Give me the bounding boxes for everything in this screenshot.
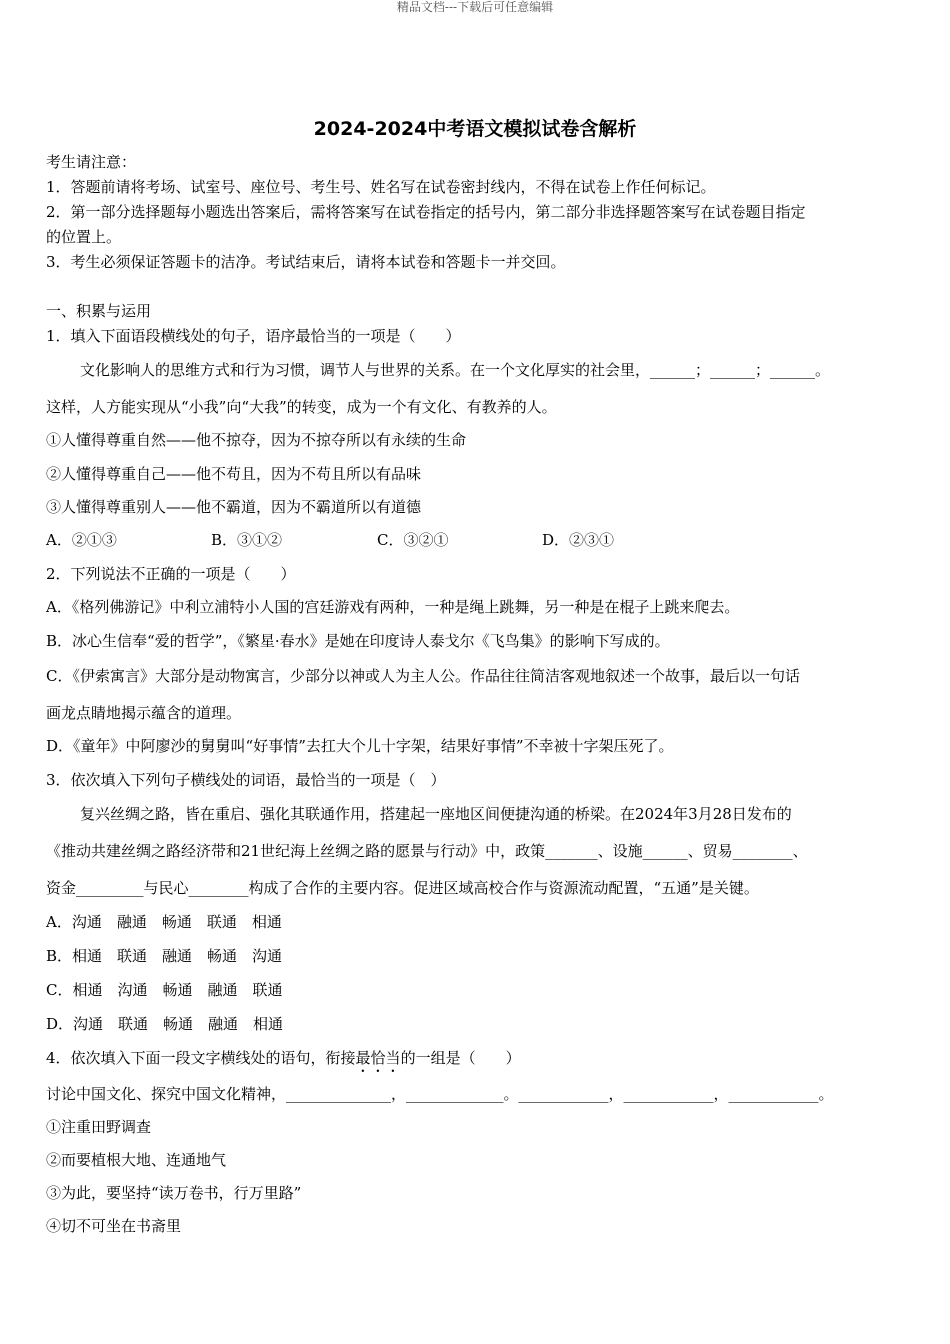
q4-sentence-1: ①注重田野调查 — [46, 1118, 152, 1136]
q1-sentence-1: ①人懂得尊重自然——他不掠夺，因为不掠夺所以有永续的生命 — [46, 431, 467, 449]
q2-option-a[interactable]: A．《格列佛游记》中利立浦特小人国的宫廷游戏有两种，一种是绳上跳舞，另一种是在棍子上跳来爬去。 — [46, 598, 740, 616]
q1-option-d[interactable]: D．②③① — [542, 531, 615, 549]
q1-option-a[interactable]: A．②①③ — [46, 531, 117, 549]
q2-stem: 2．下列说法不正确的一项是（ ） — [46, 565, 296, 583]
notice-item-2-cont: 的位置上。 — [46, 228, 122, 246]
q3-passage-1: 复兴丝绸之路，皆在重启、强化其联通作用，搭建起一座地区间便捷沟通的桥梁。在2024年3月28日发布的 — [80, 805, 792, 823]
q1-option-b[interactable]: B．③①② — [211, 531, 283, 549]
q4-stem-post: 的一组是（ ） — [400, 1049, 521, 1067]
q3-stem: 3．依次填入下列句子横线处的词语，最恰当的一项是（ ） — [46, 771, 446, 789]
section-heading: 一、积累与运用 — [46, 302, 152, 320]
notice-item-3: 3．考生必须保证答题卡的洁净。考试结束后，请将本试卷和答题卡一并交回。 — [46, 253, 566, 271]
q1-stem: 1．填入下面语段横线处的句子，语序最恰当的一项是（ ） — [46, 327, 461, 345]
page-title: 2024-2024中考语文模拟试卷含解析 — [313, 118, 637, 140]
q1-passage-2: 这样，人方能实现从“小我”向“大我”的转变，成为一个有文化、有教养的人。 — [46, 398, 557, 416]
notice-item-1: 1．答题前请将考场、试室号、座位号、考生号、姓名写在试卷密封线内，不得在试卷上作任何标记。 — [46, 178, 716, 196]
q2-option-c[interactable]: C．《伊索寓言》大部分是动物寓言，少部分以神或人为主人公。作品往往简洁客观地叙述一个故事，最后以一句话 — [46, 667, 800, 685]
q4-passage: 讨论中国文化、探究中国文化精神，______________，_____________。____________，____________，____________。 — [46, 1085, 834, 1103]
q3-passage-2: 《推动共建丝绸之路经济带和21世纪海上丝绸之路的愿景与行动》中，政策_______、设施______、贸易________、 — [46, 842, 808, 860]
q4-stem — [46, 1048, 521, 1076]
q1-sentence-2: ②人懂得尊重自己——他不苟且，因为不苟且所以有品味 — [46, 465, 422, 483]
q1-passage-1: 文化影响人的思维方式和行为习惯，调节人与世界的关系。在一个文化厚实的社会里，______；______；______。 — [80, 361, 831, 379]
q3-passage-3: 资金_________与民心________构成了合作的主要内容。促进区域高校合作与资源流动配置，“五通”是关键。 — [46, 879, 759, 897]
page-header: 精品文档---下载后可任意编辑 — [396, 0, 554, 14]
q4-stem-pre: 4．依次填入下面一段文字横线处的语句，衔接 — [46, 1049, 356, 1067]
q1-option-c[interactable]: C．③②① — [377, 531, 449, 549]
q3-option-d[interactable]: D．沟通 联通 畅通 融通 相通 — [46, 1015, 284, 1033]
q1-sentence-3: ③人懂得尊重别人——他不霸道，因为不霸道所以有道德 — [46, 498, 422, 516]
notice-item-2: 2．第一部分选择题每小题选出答案后，需将答案写在试卷指定的括号内，第二部分非选择题答案写在试卷题目指定 — [46, 203, 806, 221]
q3-option-c[interactable]: C．相通 沟通 畅通 融通 联通 — [46, 981, 283, 999]
q2-option-d[interactable]: D．《童年》中阿廖沙的舅舅叫“好事情”去扛大个儿十字架，结果好事情”不幸被十字架压死了。 — [46, 737, 674, 755]
notice-heading: 考生请注意： — [46, 153, 137, 171]
q4-sentence-4: ④切不可坐在书斋里 — [46, 1217, 182, 1235]
q4-sentence-2: ②而要植根大地、连通地气 — [46, 1151, 227, 1169]
q2-option-c-cont: 画龙点睛地揭示蕴含的道理。 — [46, 704, 242, 722]
q3-option-a[interactable]: A．沟通 融通 畅通 联通 相通 — [46, 913, 282, 931]
q2-option-b[interactable]: B．冰心生信奉“爱的哲学”，《繁星·春水》是她在印度诗人泰戈尔《飞鸟集》的影响下写成的。 — [46, 632, 670, 650]
q4-sentence-3: ③为此，要坚持“读万卷书，行万里路” — [46, 1184, 302, 1202]
q3-option-b[interactable]: B．相通 联通 融通 畅通 沟通 — [46, 947, 283, 965]
q4-stem-emphasis: 最恰当 — [355, 1049, 401, 1067]
